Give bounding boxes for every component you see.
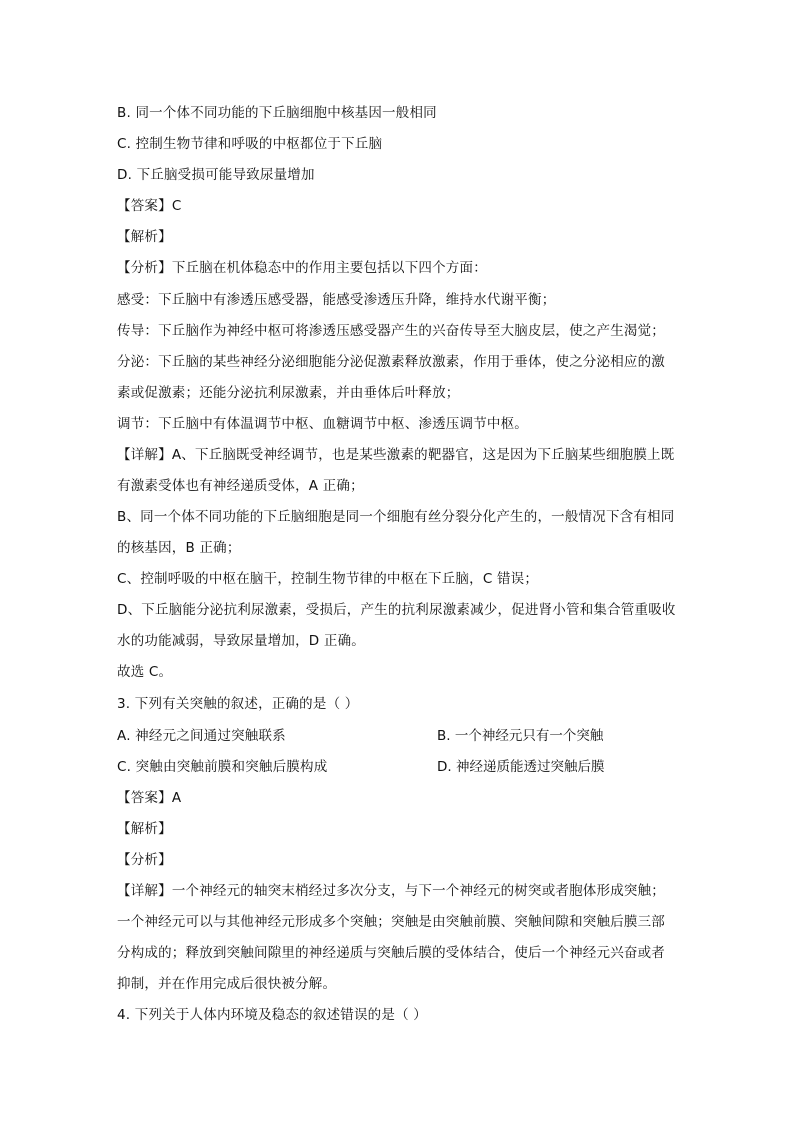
q2-detail-line: 水的功能减弱，导致尿量增加，D 正确。 <box>117 633 365 649</box>
q3-answer <box>117 788 181 808</box>
q3-stem: 3. 下列有关突触的叙述，正确的是（ ） <box>117 696 359 712</box>
q2-analysis-tag: 【解析】 <box>117 229 172 245</box>
answer-value: C <box>171 198 182 214</box>
q3-option-b: B. 一个神经元只有一个突触 <box>437 728 604 744</box>
q2-detail-line: 的核基因，B 正确； <box>117 540 241 556</box>
q3-option-d: D. 神经递质能透过突触后膜 <box>437 759 605 775</box>
detail-tag: 【详解】 <box>117 447 172 463</box>
q2-analysis-line: 调节：下丘脑中有体温调节中枢、血糖调节中枢、渗透压调节中枢。 <box>117 416 528 432</box>
q3-option-a: A. 神经元之间通过突触联系 <box>117 728 286 744</box>
fenxi-tag: 【分析】 <box>117 260 172 276</box>
q2-analysis-line: 感受：下丘脑中有渗透压感受器，能感受渗透压升降，维持水代谢平衡； <box>117 292 556 308</box>
q2-conclusion: 故选 C。 <box>117 664 173 680</box>
q4-stem: 4. 下列关于人体内环境及稳态的叙述错误的是（ ） <box>117 1007 427 1023</box>
q2-option-d: D. 下丘脑受损可能导致尿量增加 <box>117 167 315 183</box>
q2-analysis-line: 素或促激素；还能分泌抗利尿激素，并由垂体后叶释放； <box>117 385 460 401</box>
detail-text: 一个神经元的轴突末梢经过多次分支，与下一个神经元的树突或者胞体形成突触； <box>171 883 666 899</box>
q2-detail-line: C、控制呼吸的中枢在脑干，控制生物节律的中枢在下丘脑，C 错误； <box>117 571 539 587</box>
q3-option-c: C. 突触由突触前膜和突触后膜构成 <box>117 759 328 775</box>
q3-fenxi-tag: 【分析】 <box>117 852 172 868</box>
q2-answer <box>117 196 181 216</box>
answer-tag: 【答案】 <box>117 790 172 806</box>
q2-detail <box>117 445 674 465</box>
q3-detail-line: 抑制，并在作用完成后很快被分解。 <box>117 976 337 992</box>
answer-tag: 【答案】 <box>117 198 172 214</box>
answer-value: A <box>171 790 182 806</box>
q2-detail-line: D、下丘脑能分泌抗利尿激素，受损后，产生的抗利尿激素减少，促进肾小管和集合管重吸收 <box>117 602 676 618</box>
q2-option-b: B. 同一个体不同功能的下丘脑细胞中核基因一般相同 <box>117 105 437 121</box>
q2-option-c: C. 控制生物节律和呼吸的中枢都位于下丘脑 <box>117 136 383 152</box>
q3-detail <box>117 881 665 901</box>
q2-analysis-line: 分泌：下丘脑的某些神经分泌细胞能分泌促激素释放激素，作用于垂体，使之分泌相应的激 <box>117 354 665 370</box>
q3-detail-line: 一个神经元可以与其他神经元形成多个突触；突触是由突触前膜、突触间隙和突触后膜三部 <box>117 914 665 930</box>
q3-detail-line: 分构成的；释放到突触间隙里的神经递质与突触后膜的受体结合，使后一个神经元兴奋或者 <box>117 945 665 961</box>
detail-tag: 【详解】 <box>117 883 172 899</box>
fenxi-text: 下丘脑在机体稳态中的作用主要包括以下四个方面： <box>171 260 487 276</box>
q2-analysis-line: 传导：下丘脑作为神经中枢可将渗透压感受器产生的兴奋传导至大脑皮层，使之产生渴觉； <box>117 323 665 339</box>
q2-detail-line: B、同一个体不同功能的下丘脑细胞是同一个细胞有丝分裂分化产生的，一般情况下含有相同 <box>117 509 675 525</box>
q2-fenxi <box>117 258 487 278</box>
q3-analysis-tag: 【解析】 <box>117 821 172 837</box>
q2-detail-line: 有激素受体也有神经递质受体，A 正确； <box>117 478 364 494</box>
detail-text: A、下丘脑既受神经调节，也是某些激素的靶器官，这是因为下丘脑某些细胞膜上既 <box>171 447 675 463</box>
